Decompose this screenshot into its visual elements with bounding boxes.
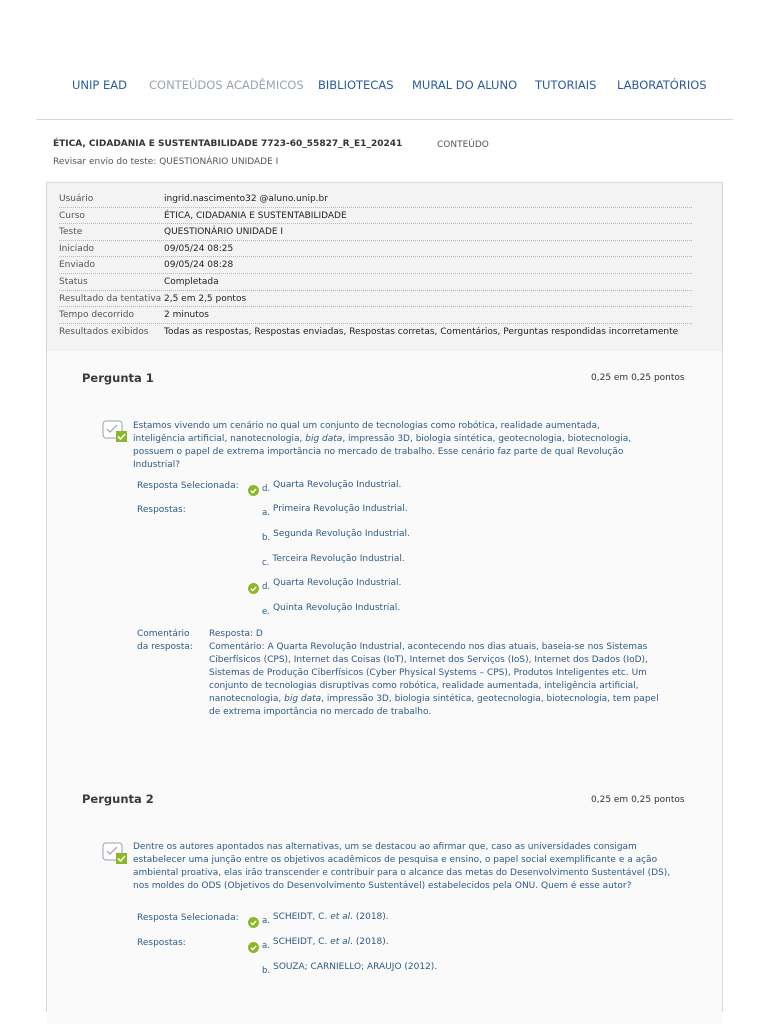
detail-value: 09/05/24 08:28 <box>164 260 234 271</box>
answers-label: Respostas: <box>137 505 186 515</box>
answer-letter: a. <box>262 508 270 518</box>
correct-answer-icon <box>102 419 128 443</box>
detail-key: Resultados exibidos <box>59 326 149 337</box>
selected-answer <box>262 912 389 926</box>
answer-text: Primeira Revolução Industrial. <box>272 504 408 514</box>
answer-letter: b. <box>262 533 271 543</box>
detail-row-teste <box>59 224 692 241</box>
answer-option-a <box>262 937 389 951</box>
answer-comment-label <box>137 628 193 654</box>
answer-comment <box>209 628 664 719</box>
answer-text: Quarta Revolução Industrial. <box>273 480 402 490</box>
correct-check-icon <box>248 917 259 928</box>
nav-laboratorios[interactable]: LABORATÓRIOS <box>617 78 707 92</box>
answer-option-e <box>262 603 401 617</box>
answer-text: SCHEIDT, C. <box>272 912 331 922</box>
detail-row-tempo <box>59 307 692 324</box>
conteudo-breadcrumb[interactable]: CONTEÚDO <box>437 140 489 150</box>
question-2-title: Pergunta 2 <box>82 792 154 806</box>
nav-mural-do-aluno[interactable]: MURAL DO ALUNO <box>412 78 518 92</box>
comment-label-line: da resposta: <box>137 642 193 652</box>
answer-letter: c. <box>262 558 270 568</box>
comment-text-italic: big data <box>284 694 322 704</box>
answer-text-italic: et al <box>330 937 351 947</box>
course-breadcrumb[interactable]: ÉTICA, CIDADANIA E SUSTENTABILIDADE 7723-60_55827_R_E1_20241 <box>53 139 403 149</box>
comment-text-part: Comentário: A Quarta Revolução Industrial, acontecendo nos dias atuais, baseia-se nos Sistemas Ciberfísicos (CPS), Internet das Coisas (IoT), Internet dos Serviços (IoS), Internet dos Dados (IoD), Sistemas de Produção Ciberfísicos (Cyber Physical Systems – CPS), Produtos Inteligentes etc. Um conjunto de tecnologias disruptivas como robótica, realidade aumentada, inteligência artificial, nanotecnologia, <box>209 642 648 704</box>
answer-letter: a. <box>262 916 270 926</box>
question-2-text: Dentre os autores apontados nas alternativas, um se destacou ao afirmar que, caso as universidades consigam estabelecer uma junção entre os objetivos acadêmicos de pesquisa e ensino, o papel social exemplificante e a ação ambiental proativa, elas irão transcender e contribuir para o alcance das metas do Desenvolvimento Sustentável (DS), nos moldes do ODS (Objetivos do Desenvolvimento Sustentável) estabelecidos pela ONU. Quem é esse autor? <box>133 842 671 891</box>
detail-key: Teste <box>59 227 83 238</box>
answer-text: Quinta Revolução Industrial. <box>272 603 401 613</box>
question-1-points: 0,25 em 0,25 pontos <box>591 373 685 383</box>
detail-value: Todas as respostas, Respostas enviadas, Respostas corretas, Comentários, Perguntas respondidas incorretamente <box>164 326 679 337</box>
detail-row-usuario <box>59 191 692 208</box>
detail-value: 09/05/24 08:25 <box>164 243 234 254</box>
question-1-text-part: , impressão 3D, biologia sintética, geotecnologia, biotecnologia, possuem o papel de extrema importância no mercado de trabalho. Esse cenário faz parte de qual Revolução Industrial? <box>133 434 632 470</box>
detail-key: Curso <box>59 210 85 221</box>
detail-value: QUESTIONÁRIO UNIDADE I <box>164 227 284 238</box>
nav-unip-ead[interactable]: UNIP EAD <box>72 78 127 92</box>
detail-key: Usuário <box>59 194 94 204</box>
answer-text: Quarta Revolução Industrial. <box>273 578 402 588</box>
answer-text: . (2018). <box>350 912 389 922</box>
selected-answer-label: Resposta Selecionada: <box>137 481 239 491</box>
selected-answer-label: Resposta Selecionada: <box>137 913 239 923</box>
answers-label: Respostas: <box>137 938 186 948</box>
comment-answer: Resposta: D <box>209 629 263 639</box>
comment-text-part: , impressão 3D, biologia sintética, geotecnologia, biotecnologia, tem papel de extrema importância no mercado de trabalho. <box>209 694 659 717</box>
detail-row-iniciado <box>59 241 692 258</box>
answer-text: SOUZA; CARNIELLO; ARAUJO (2012). <box>273 962 438 972</box>
detail-row-curso <box>59 208 692 225</box>
nav-bibliotecas[interactable]: BIBLIOTECAS <box>318 78 394 92</box>
detail-row-enviado <box>59 257 692 274</box>
detail-value: 2,5 em 2,5 pontos <box>164 293 247 304</box>
detail-value: ingrid.nascimento32 @aluno.unip.br <box>164 194 328 204</box>
answer-letter: d. <box>262 484 271 494</box>
question-1-title: Pergunta 1 <box>82 371 154 385</box>
comment-body <box>209 641 664 719</box>
review-container <box>46 182 723 1012</box>
top-navigation <box>0 78 768 98</box>
answer-text-italic: et al <box>330 912 351 922</box>
answer-letter: b. <box>262 966 271 976</box>
attempt-details <box>59 191 692 340</box>
page-title: Revisar envio do teste: QUESTIONÁRIO UNIDADE I <box>53 157 279 167</box>
answer-option-b <box>262 962 438 976</box>
correct-answer-icon <box>102 841 128 865</box>
answer-text: SCHEIDT, C. <box>272 937 331 947</box>
nav-tutoriais[interactable]: TUTORIAIS <box>535 78 597 92</box>
detail-row-resultados-exibidos <box>59 324 692 341</box>
detail-key: Resultado da tentativa <box>59 293 162 304</box>
detail-row-status <box>59 274 692 291</box>
detail-key: Iniciado <box>59 243 95 254</box>
correct-check-icon <box>248 485 259 496</box>
header-divider <box>36 119 733 120</box>
detail-key: Enviado <box>59 260 95 271</box>
detail-row-resultado <box>59 291 692 308</box>
answer-text: . (2018). <box>350 937 389 947</box>
answer-option-a <box>262 504 408 518</box>
answer-option-b <box>262 529 410 543</box>
detail-value: 2 minutos <box>164 310 209 321</box>
comment-label-line: Comentário <box>137 629 190 639</box>
answer-option-c <box>262 554 405 568</box>
correct-check-icon <box>248 942 259 953</box>
correct-check-icon <box>248 583 259 594</box>
detail-value: ÉTICA, CIDADANIA E SUSTENTABILIDADE <box>164 210 347 221</box>
selected-answer <box>262 480 402 494</box>
nav-conteudos-academicos[interactable]: CONTEÚDOS ACADÊMICOS <box>149 78 304 92</box>
answer-text: Terceira Revolução Industrial. <box>272 554 405 564</box>
detail-key: Status <box>59 276 88 287</box>
answer-letter: a. <box>262 941 270 951</box>
answer-letter: e. <box>262 607 270 617</box>
question-1-text <box>133 420 653 472</box>
question-1-text-part: Estamos vivendo um cenário no qual um conjunto de tecnologias como robótica, realidade aumentada, inteligência artificial, nanotecnologia, <box>133 421 600 444</box>
answer-text: Segunda Revolução Industrial. <box>273 529 410 539</box>
detail-key: Tempo decorrido <box>59 310 135 321</box>
question-1-text-italic: big data <box>305 434 343 444</box>
question-2-points: 0,25 em 0,25 pontos <box>591 795 685 805</box>
answer-option-d <box>262 578 402 592</box>
answer-letter: d. <box>262 582 271 592</box>
detail-value: Completada <box>164 276 219 287</box>
questions-panel <box>47 351 722 1024</box>
